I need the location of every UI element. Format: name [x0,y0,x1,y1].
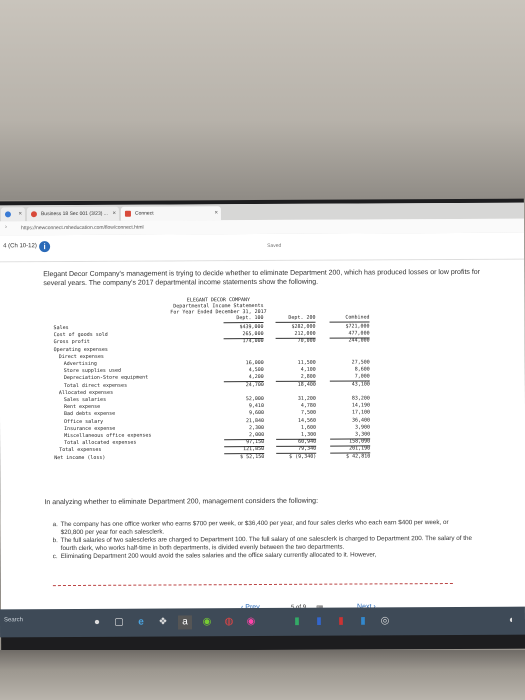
row-label: Total expenses [59,447,102,454]
row-value: $282,000 [291,323,316,330]
row-label: Store supplies used [63,367,121,375]
row-value: 158,090 [330,439,370,447]
app-icon-4[interactable]: ▮ [316,615,322,627]
chrome-icon[interactable]: ◍ [224,616,234,628]
row-label: Advertising [63,360,97,368]
tab-connect-title: Connect [134,210,154,217]
photo-background-bottom [0,650,525,700]
row-value: 9,410 [248,403,264,410]
statement-period: For Year Ended December 31, 2017 [170,308,267,316]
row-value: $ 42,810 [346,453,371,460]
info-icon[interactable]: i [39,241,50,252]
close-icon[interactable]: × [214,210,218,217]
row-value: 2,800 [276,374,316,382]
close-icon[interactable]: × [18,211,22,218]
row-label: Sales salaries [63,396,107,404]
row-label: Total allocated expenses [64,439,137,447]
row-value: 16,000 [245,359,264,367]
row-value: 52,000 [245,395,264,403]
row-value: 265,000 [224,331,264,339]
row-value: 79,340 [276,446,316,454]
tab-course-title: Business 18 Sec 001 (3/23) ... [40,210,108,218]
row-label: Rent expense [63,404,101,411]
statement-row [54,453,384,462]
row-value: 212,000 [276,331,316,339]
row-value: 2,000 [224,432,264,440]
row-value: 4,500 [248,367,264,374]
close-icon[interactable]: × [112,210,116,217]
divider [53,583,453,586]
row-value: 17,100 [351,409,371,416]
row-value: 477,000 [330,331,370,339]
course-icon [31,211,37,217]
statement-company: ELEGANT DECOR COMPANY [186,297,251,304]
taskbar-search[interactable]: Search [3,617,24,624]
row-value: $439,000 [239,323,264,331]
windows-logo-icon [5,211,11,217]
row-value: $721,000 [345,323,370,330]
row-value: 1,300 [276,432,316,440]
row-value: 201,190 [330,446,370,454]
row-value: 14,560 [297,417,317,424]
app-icon-7[interactable]: ◎ [380,615,390,627]
considerations-list [53,519,473,561]
row-label: Sales [53,325,69,332]
notification-icon[interactable]: ◐ [508,614,516,626]
app-icon-3[interactable]: ▮ [294,615,300,627]
consideration-a: a. The company has one office worker who earns $700 per week, or $36,400 per year, and four sales clerks who each earn $400 per week, or $20,800 per year for each salesclerk. [52,519,449,537]
row-label: Cost of goods sold [53,331,108,339]
row-value: 27,500 [351,359,370,366]
statement-title: Departmental Income Statements [173,302,264,310]
row-value: 121,850 [224,446,264,454]
analysis-prompt: In analyzing whether to eliminate Department 200, management considers the following: [44,497,319,507]
photo-background-top [0,0,525,200]
row-value: 70,000 [297,338,316,345]
row-value: 4,200 [224,374,264,382]
connect-icon [125,211,131,217]
row-value: 11,500 [297,359,316,366]
column-header-dept-200: Dept. 200 [275,315,315,323]
tab-windows[interactable] [1,207,25,221]
question-body [0,260,525,624]
row-value: 36,400 [351,417,371,424]
tab-course[interactable] [27,207,119,221]
row-value: 3,900 [354,424,371,431]
row-value: 18,400 [297,381,316,388]
edge-icon[interactable]: e [138,616,144,628]
row-value: 3,300 [330,431,370,439]
taskbar [0,607,525,638]
row-value: 2,300 [248,424,265,431]
row-label: Office salary [64,418,104,425]
row-label: Miscellaneous office expenses [64,432,152,440]
row-label: Gross profit [53,339,90,346]
row-value: 8,600 [354,366,370,373]
consideration-b: b. The full salaries of two salesclerks are charged to Department 100. The full salary of one salesclerk is charged to Department 200. The salary of the fourth clerk, who works half-time in both departments, is divided evenly between the two departments. [52,534,473,553]
row-value: 31,200 [297,395,316,402]
row-value: 4,780 [300,402,316,409]
question-header [0,233,524,263]
row-value: 7,500 [300,410,317,417]
app-icon-5[interactable]: ▮ [338,615,344,627]
browser-screen [0,203,525,624]
app-icon[interactable]: ◉ [202,616,212,628]
row-label: Insurance expense [64,425,116,432]
row-value: 244,000 [348,337,370,344]
row-value: $ 52,150 [240,453,265,460]
row-label: Total direct expenses [63,382,128,389]
consideration-c: c. Eliminating Department 200 would avoid the sales salaries and the office salary currently allocated to it. However, [52,551,377,561]
store-icon[interactable]: a [178,615,192,629]
task-view-icon[interactable]: ▢ [114,616,124,628]
question-intro: Elegant Decor Company's management is trying to decide whether to eliminate Department 200, which has produced losses or low profits for several years. The company's 2017 departmental income statements show the following. [43,268,481,288]
row-value: 21,840 [245,417,265,424]
row-label: Net income (loss) [54,454,106,461]
row-label: Direct expenses [58,353,104,360]
url-text[interactable]: https://newconnect.mheducation.com/flow/connect.html [21,224,144,232]
row-value: 60,940 [276,439,316,447]
app-icon-2[interactable]: ◉ [246,616,256,628]
income-statement [53,296,383,461]
column-header-dept-100: Dept. 100 [223,315,263,323]
saved-status: Saved [267,242,282,249]
row-label: Allocated expenses [58,389,114,396]
question-id: 4 (Ch 10-12) [3,243,37,250]
lock-icon: › [5,224,8,231]
row-value: 174,000 [242,338,264,345]
row-label: Bad debts expense [63,411,116,418]
column-header-combined: Combined [329,314,369,322]
row-value: $ (9,340) [289,453,317,460]
row-value: 43,100 [351,381,370,388]
microphone-icon[interactable]: ● [93,616,101,628]
app-icon-6[interactable]: ▮ [360,615,366,627]
row-value: 97,150 [224,439,264,447]
dropbox-icon[interactable]: ❖ [158,616,168,628]
tab-connect[interactable] [121,206,221,221]
row-value: 24,700 [245,381,264,388]
row-value: 14,190 [351,402,370,409]
row-label: Operating expenses [53,346,108,353]
row-label: Depreciation-Store equipment [63,374,149,382]
row-value: 7,000 [330,374,370,382]
row-value: 83,200 [351,395,370,402]
row-value: 4,100 [300,366,316,373]
row-value: 1,600 [300,424,317,431]
row-value: 9,600 [248,410,265,417]
